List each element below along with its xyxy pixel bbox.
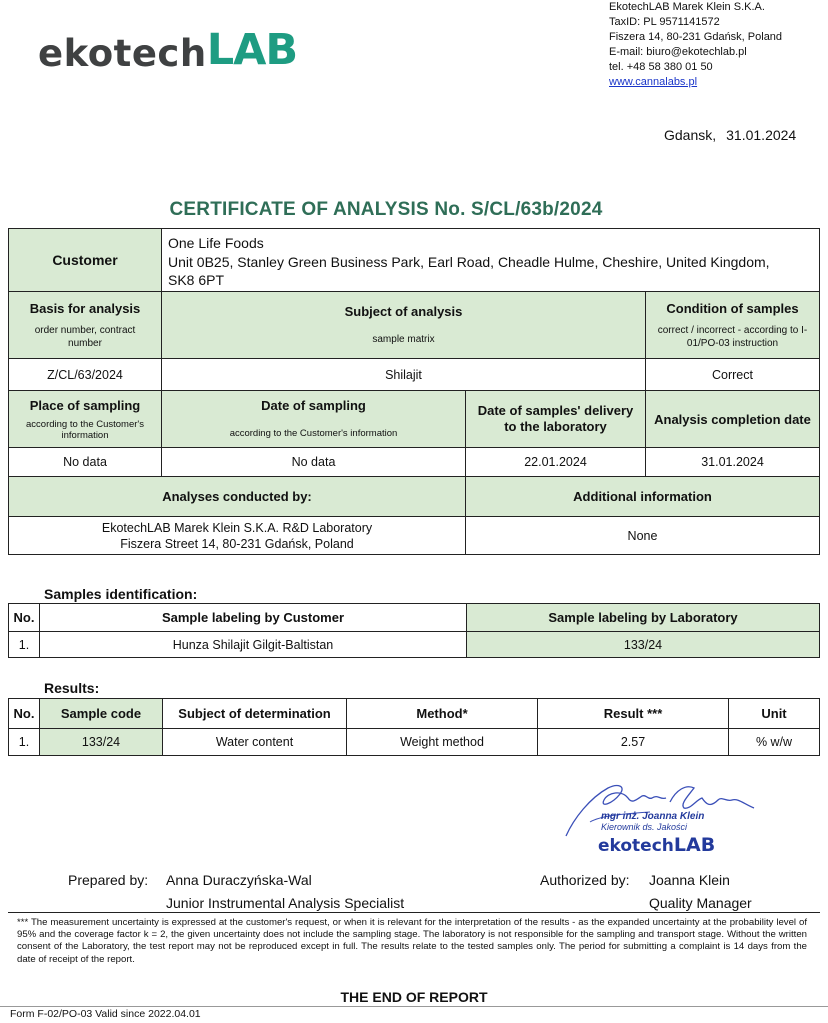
- samples-row-customer: Hunza Shilajit Gilgit-Baltistan: [172, 637, 334, 652]
- results-subject-header: [162, 698, 347, 729]
- place-date: [664, 127, 796, 143]
- basis-value: Z/CL/63/2024: [47, 367, 123, 382]
- subject-header-cell: [161, 291, 646, 359]
- results-no-header: [8, 698, 40, 729]
- samples-lab-label: Sample labeling by Laboratory: [548, 610, 738, 625]
- samples-row-lab: 133/24: [623, 637, 663, 652]
- place-sampling-value: No data: [63, 455, 107, 469]
- footnote: *** The measurement uncertainty is expressed at the customer's request, or when it is relevant for the interpretation of the results - as the expanded uncertainty at the probability level of 95% and the coverage factor k = 2, the given uncertainty does not include the sampling stage. The laboratory is not responsible for the sampling and transport stage. Without the written consent of the Laboratory, the test report may not be reproduced except in full. The results relate to the tested samples only. The period for submitting a complaint is 14 days from the date of receipt of the report.: [17, 917, 807, 965]
- results-row-subject-cell: [162, 728, 347, 756]
- place-sampling-value-cell: [8, 447, 162, 477]
- samples-row-lab-cell: [466, 631, 820, 658]
- logo-lab: LAB: [206, 25, 298, 75]
- samples-lab-header: [466, 603, 820, 632]
- stamp-logo-text: ekotech: [598, 836, 674, 856]
- results-row-method-cell: [346, 728, 538, 756]
- condition-value-cell: [645, 358, 820, 391]
- basis-sub: order number, contract number: [34, 324, 136, 349]
- stamp-role: Kierownik ds. Jakości: [601, 822, 688, 832]
- prepared-by-label: Prepared by:: [68, 872, 149, 888]
- logo-text: ekotech: [38, 32, 207, 75]
- customer-address-line1: Unit 0B25, Stanley Green Business Park, Earl Road, Cheadle Hulme, Cheshire, United Kingdom,: [168, 254, 770, 270]
- company-info: [609, 0, 782, 90]
- delivery-header-cell: [465, 390, 646, 448]
- stamp-name: mgr inż. Joanna Klein: [601, 811, 705, 822]
- results-row-subject: Water content: [215, 735, 294, 749]
- results-method-header: [346, 698, 538, 729]
- analyses-line1: EkotechLAB Marek Klein S.K.A. R&D Laboratory: [101, 520, 373, 535]
- stamp-text: [601, 812, 704, 832]
- company-email: E-mail: biuro@ekotechlab.pl: [609, 46, 747, 58]
- bottom-divider: [0, 1006, 828, 1007]
- end-of-report: THE END OF REPORT: [340, 989, 488, 1005]
- completion-value-cell: [645, 447, 820, 477]
- condition-header-cell: [645, 291, 820, 359]
- samples-row-customer-cell: [39, 631, 467, 658]
- table-row: [8, 728, 40, 756]
- samples-customer-header: [39, 603, 467, 632]
- date-sampling-value-cell: [161, 447, 466, 477]
- subject-label: Subject of analysis: [344, 304, 463, 319]
- results-result-label: Result ***: [603, 706, 663, 721]
- samples-customer-label: Sample labeling by Customer: [161, 610, 345, 625]
- company-tax-id: TaxID: PL 9571141572: [609, 16, 720, 28]
- date-sampling-header-cell: [161, 390, 466, 448]
- place-sampling-sub: according to the Customer's information: [26, 418, 144, 441]
- results-no-label: No.: [13, 706, 35, 721]
- prepared-by-name: Anna Duraczyńska-Wal: [166, 872, 312, 888]
- samples-row-no: 1.: [18, 637, 30, 652]
- table-row: [8, 631, 40, 658]
- results-row-unit-cell: [728, 728, 820, 756]
- analyses-value-cell: [8, 516, 466, 555]
- place-sampling-label: Place of sampling: [29, 397, 141, 413]
- results-subject-label: Subject of determination: [178, 706, 331, 721]
- delivery-value: 22.01.2024: [524, 455, 587, 469]
- prepared-by-title: Junior Instrumental Analysis Specialist: [166, 895, 405, 911]
- additional-value-cell: [465, 516, 820, 555]
- results-code-header: [39, 698, 163, 729]
- results-result-header: [537, 698, 729, 729]
- samples-no-label: No.: [13, 610, 35, 625]
- completion-value: 31.01.2024: [701, 455, 764, 469]
- company-website-link[interactable]: www.cannalabs.pl: [609, 76, 698, 88]
- results-unit-header: [728, 698, 820, 729]
- delivery-value-cell: [465, 447, 646, 477]
- stamp-logo-lab: LAB: [673, 834, 716, 856]
- stamp-logo: [598, 836, 715, 855]
- results-row-result-cell: [537, 728, 729, 756]
- results-code-label: Sample code: [60, 706, 142, 721]
- company-tel: tel. +48 58 380 01 50: [609, 61, 713, 73]
- additional-label: Additional information: [573, 489, 712, 504]
- completion-header-cell: [645, 390, 820, 448]
- results-unit-label: Unit: [761, 706, 787, 721]
- basis-header-cell: [8, 291, 162, 359]
- customer-label: Customer: [52, 252, 118, 268]
- company-address: Fiszera 14, 80-231 Gdańsk, Poland: [609, 31, 783, 43]
- condition-sub: correct / incorrect - according to I-01/PO-03 instruction: [657, 324, 808, 349]
- results-row-no: 1.: [18, 735, 30, 749]
- results-row-unit: % w/w: [755, 735, 793, 749]
- date-sampling-sub: according to the Customer's information: [229, 428, 398, 439]
- results-row-result: 2.57: [620, 735, 646, 749]
- customer-name: One Life Foods: [168, 235, 264, 251]
- subject-sub: sample matrix: [372, 334, 435, 345]
- customer-label-cell: [8, 228, 162, 292]
- analyses-label: Analyses conducted by:: [162, 489, 312, 504]
- basis-value-cell: [8, 358, 162, 391]
- basis-label: Basis for analysis: [29, 300, 141, 316]
- customer-info-cell: [161, 228, 820, 292]
- date-sampling-label: Date of sampling: [261, 398, 366, 413]
- subject-value: Shilajit: [385, 367, 422, 382]
- additional-value: None: [627, 528, 658, 543]
- results-row-code-cell: [39, 728, 163, 756]
- results-heading: Results:: [44, 680, 100, 696]
- issue-date: 31.01.2024: [726, 127, 797, 143]
- form-number: Form F-02/PO-03 Valid since 2022.04.01: [10, 1008, 201, 1020]
- analyses-header-cell: [8, 476, 466, 517]
- results-row-code: 133/24: [81, 735, 121, 749]
- company-name: EkotechLAB Marek Klein S.K.A.: [609, 1, 765, 13]
- customer-address-line2: SK8 6PT: [168, 272, 225, 288]
- footnote-divider: [8, 912, 820, 913]
- condition-label: Condition of samples: [666, 300, 799, 316]
- analyses-line2: Fiszera Street 14, 80-231 Gdańsk, Poland: [120, 536, 354, 551]
- condition-value: Correct: [712, 367, 753, 382]
- additional-header-cell: [465, 476, 820, 517]
- completion-label: Analysis completion date: [654, 411, 811, 427]
- place-sampling-header-cell: [8, 390, 162, 448]
- authorized-by-title: Quality Manager: [649, 895, 752, 911]
- samples-no-header: [8, 603, 40, 632]
- authorized-by-label: Authorized by:: [540, 872, 630, 888]
- results-row-method: Weight method: [400, 735, 484, 749]
- company-logo: [38, 20, 298, 75]
- authorized-by-name: Joanna Klein: [649, 872, 730, 888]
- delivery-label: Date of samples' delivery to the laboratory: [477, 403, 634, 434]
- certificate-title: CERTIFICATE OF ANALYSIS No. S/CL/63b/2024: [169, 199, 603, 220]
- place: Gdansk,: [664, 127, 717, 143]
- samples-heading: Samples identification:: [44, 586, 198, 602]
- results-method-label: Method*: [416, 706, 468, 721]
- date-sampling-value: No data: [291, 455, 336, 469]
- subject-value-cell: [161, 358, 646, 391]
